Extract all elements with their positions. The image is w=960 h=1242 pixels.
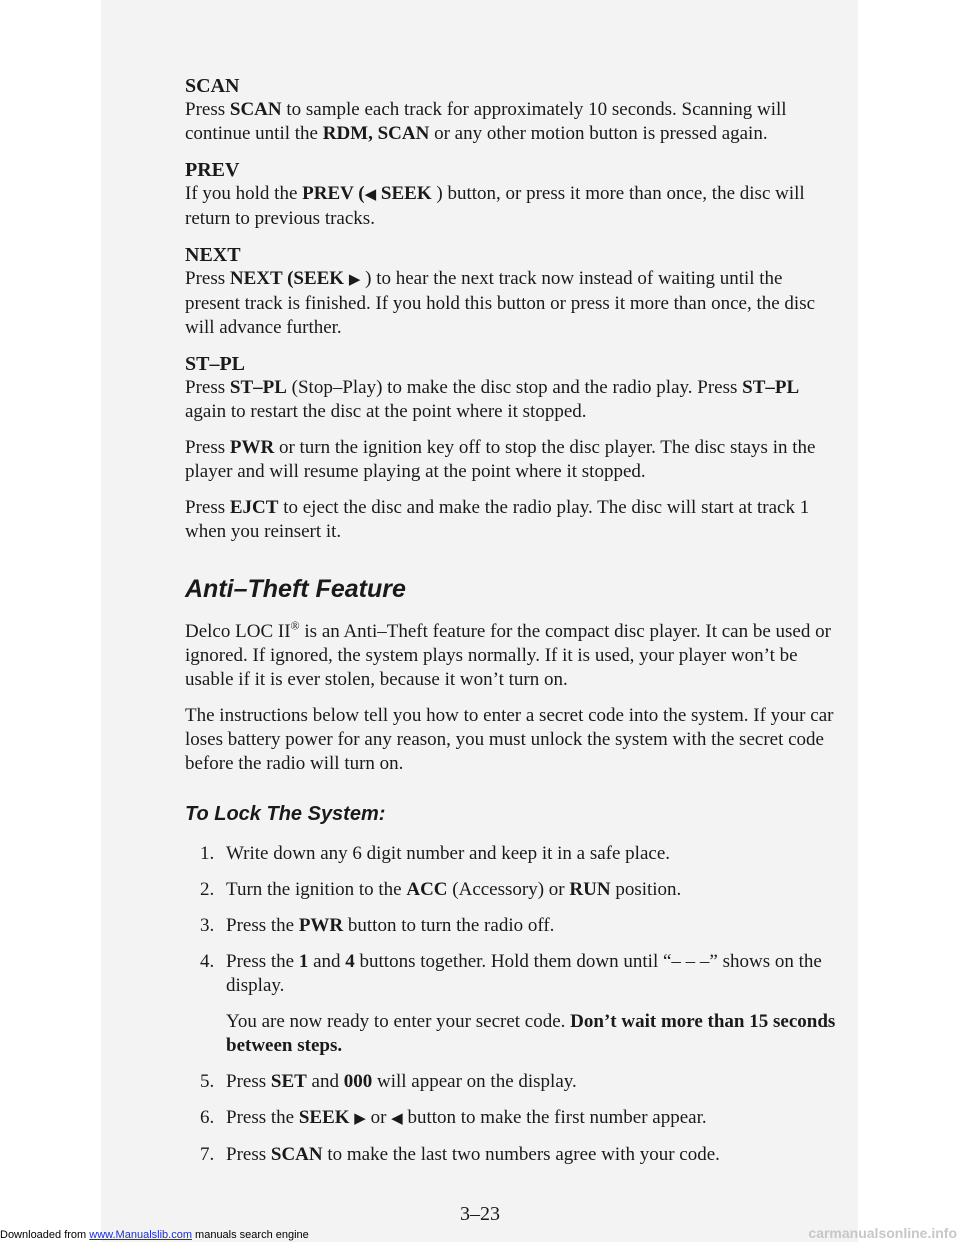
- right-arrow-icon: ▶: [348, 272, 361, 288]
- step-6: 6. Press the SEEK ▶ or ◀ button to make the first number appear.: [200, 1107, 707, 1128]
- manualslib-link[interactable]: www.Manualslib.com: [89, 1229, 192, 1241]
- prev-text: If you hold the PREV (◀ SEEK ) button, or press it more than once, the disc will return to previous tracks.: [185, 183, 805, 229]
- stpl-text: Press ST–PL (Stop–Play) to make the disc stop and the radio play. Press ST–PL again to restart the disc at the point where it stopped.: [185, 377, 800, 422]
- step-7: 7. Press SCAN to make the last two numbers agree with your code.: [200, 1144, 720, 1165]
- stpl-title: ST–PL: [185, 353, 246, 375]
- right-arrow-icon: ▶: [354, 1111, 366, 1127]
- antitheft-intro: Delco LOC II® is an Anti–Theft feature for the compact disc player. It can be used or ignored. If ignored, the system plays normally. If it is used, your player won’t be usable if it is ever stolen, because it won’t turn on.: [185, 618, 831, 690]
- left-arrow-icon: ◀: [391, 1111, 403, 1127]
- antitheft-heading: Anti–Theft Feature: [185, 575, 406, 603]
- lock-heading: To Lock The System:: [185, 803, 386, 825]
- prev-title: PREV: [185, 159, 240, 181]
- next-text: Press NEXT (SEEK ▶ ) to hear the next track now instead of waiting until the present track is finished. If you hold this button or press it more than once, the disc will advance further.: [185, 268, 816, 338]
- step-5: 5. Press SET and 000 will appear on the display.: [200, 1071, 577, 1092]
- step-4: 4. Press the 1 and 4 buttons together. Hold them down until “– – –” shows on the display.: [200, 951, 822, 996]
- scan-text: Press SCAN to sample each track for approximately 10 seconds. Scanning will continue until the RDM, SCAN or any other motion button is pressed again.: [185, 99, 787, 144]
- left-arrow-icon: ◀: [364, 187, 377, 203]
- step-3: 3. Press the PWR button to turn the radio off.: [200, 915, 555, 936]
- manual-content: [185, 74, 840, 1179]
- scan-title: SCAN: [185, 75, 240, 97]
- page-number: 3–23: [460, 1203, 500, 1225]
- download-footer: Downloaded from www.Manualslib.com manuals search engine: [0, 1229, 309, 1241]
- lock-note: You are now ready to enter your secret code. Don’t wait more than 15 seconds between steps.: [226, 1011, 836, 1056]
- step-1: 1. Write down any 6 digit number and keep it in a safe place.: [200, 843, 671, 864]
- antitheft-instructions: The instructions below tell you how to enter a secret code into the system. If your car loses battery power for any reason, you must unlock the system with the secret code before the radio will turn on.: [185, 705, 834, 774]
- pwr-text: Press PWR or turn the ignition key off to stop the disc player. The disc stays in the player and will resume playing at the point where it stopped.: [185, 437, 816, 482]
- step-2: 2. Turn the ignition to the ACC (Accessory) or RUN position.: [200, 879, 682, 900]
- ejct-text: Press EJCT to eject the disc and make the radio play. The disc will start at track 1 when you reinsert it.: [185, 497, 810, 542]
- next-title: NEXT: [185, 244, 241, 266]
- watermark: carmanualsonline.info: [808, 1225, 957, 1241]
- lock-steps-continued: [185, 1070, 840, 1167]
- lock-steps: [185, 842, 840, 998]
